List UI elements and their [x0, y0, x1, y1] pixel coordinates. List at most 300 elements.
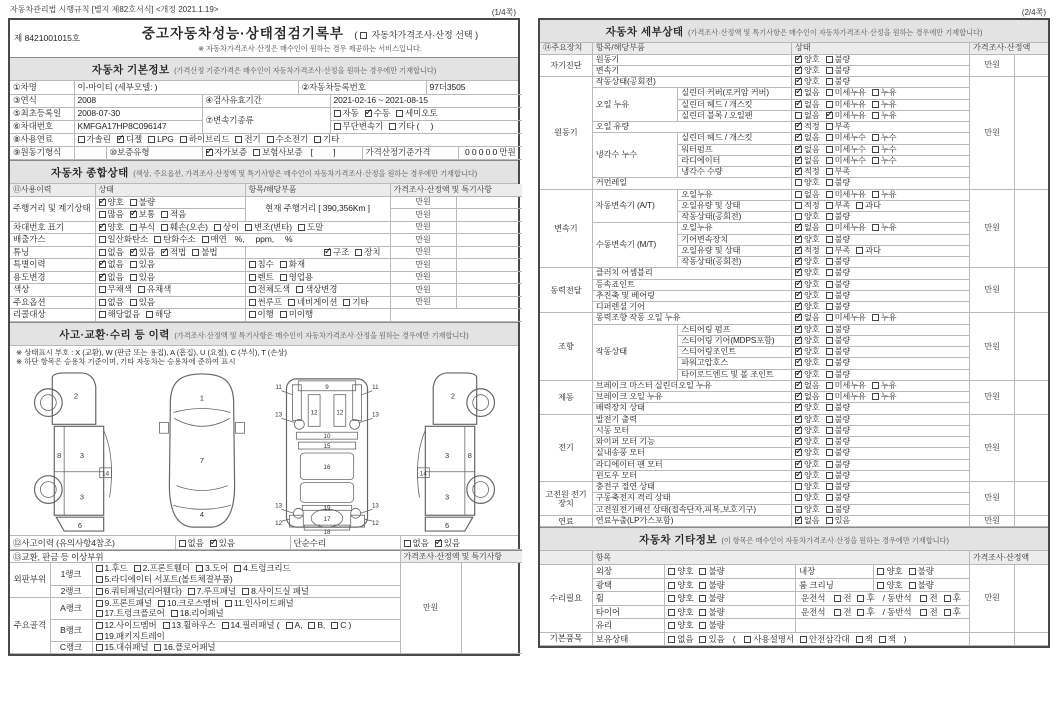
checkbox-option-부족[interactable]	[826, 246, 851, 256]
checked-checkbox-icon[interactable]	[795, 89, 802, 96]
unchecked-checkbox-icon[interactable]	[96, 600, 103, 607]
unchecked-checkbox-icon[interactable]	[154, 236, 161, 243]
checkbox-option-15.대쉬패널[interactable]	[96, 642, 149, 653]
checkbox-option-적법[interactable]	[161, 247, 186, 258]
checkbox-option-A,[interactable]	[286, 620, 303, 631]
checkbox-option-양호[interactable]	[795, 325, 820, 335]
checkbox-option-과다[interactable]	[856, 246, 881, 256]
unchecked-checkbox-icon[interactable]	[188, 588, 195, 595]
unchecked-checkbox-icon[interactable]	[872, 134, 879, 141]
unchecked-checkbox-icon[interactable]	[249, 261, 256, 268]
unchecked-checkbox-icon[interactable]	[249, 299, 256, 306]
checkbox-option-누수[interactable]	[872, 156, 897, 166]
checked-checkbox-icon[interactable]	[161, 249, 168, 256]
unchecked-checkbox-icon[interactable]	[134, 565, 141, 572]
unchecked-checkbox-icon[interactable]	[826, 269, 833, 276]
checked-checkbox-icon[interactable]	[795, 224, 802, 231]
checkbox-option-불량[interactable]	[826, 178, 851, 188]
checkbox-option-잭[interactable]	[856, 634, 873, 645]
unchecked-checkbox-icon[interactable]	[146, 311, 153, 318]
checkbox-option-적정[interactable]	[795, 246, 820, 256]
checked-checkbox-icon[interactable]	[795, 314, 802, 321]
checked-checkbox-icon[interactable]	[795, 303, 802, 310]
unchecked-checkbox-icon[interactable]	[795, 213, 802, 220]
unchecked-checkbox-icon[interactable]	[826, 134, 833, 141]
unchecked-checkbox-icon[interactable]	[826, 146, 833, 153]
checkbox-option-양호[interactable]	[795, 178, 820, 188]
unchecked-checkbox-icon[interactable]	[909, 582, 916, 589]
checked-checkbox-icon[interactable]	[130, 249, 137, 256]
unchecked-checkbox-icon[interactable]	[826, 213, 833, 220]
unchecked-checkbox-icon[interactable]	[130, 299, 137, 306]
unchecked-checkbox-icon[interactable]	[298, 224, 305, 231]
checked-checkbox-icon[interactable]	[795, 472, 802, 479]
unchecked-checkbox-icon[interactable]	[826, 326, 833, 333]
checkbox-option-하이브리드[interactable]	[180, 134, 230, 145]
unchecked-checkbox-icon[interactable]	[856, 636, 863, 643]
checkbox-option-없음[interactable]	[795, 190, 820, 200]
checkbox-option-보통[interactable]	[130, 209, 155, 220]
checkbox-option-불량[interactable]	[826, 370, 851, 380]
checkbox-option-C )[interactable]	[331, 620, 351, 631]
unchecked-checkbox-icon[interactable]	[148, 136, 155, 143]
unchecked-checkbox-icon[interactable]	[99, 249, 106, 256]
checked-checkbox-icon[interactable]	[795, 123, 802, 130]
checkbox-option-없음[interactable]	[795, 88, 820, 98]
checkbox-option-8.사이드실 패널[interactable]	[242, 586, 309, 597]
checkbox-option-상이[interactable]	[214, 222, 239, 233]
unchecked-checkbox-icon[interactable]	[872, 393, 879, 400]
unchecked-checkbox-icon[interactable]	[909, 568, 916, 575]
checkbox-option-화재[interactable]	[280, 259, 305, 270]
unchecked-checkbox-icon[interactable]	[857, 609, 864, 616]
unchecked-checkbox-icon[interactable]	[668, 622, 675, 629]
checkbox-option-18.리어패널[interactable]	[171, 608, 224, 619]
unchecked-checkbox-icon[interactable]	[920, 595, 927, 602]
checked-checkbox-icon[interactable]	[795, 247, 802, 254]
checkbox-option-누유[interactable]	[872, 381, 897, 391]
checkbox-option-있음[interactable]	[826, 516, 851, 526]
checkbox-option-미세누유[interactable]	[826, 381, 866, 391]
checkbox-option-불량[interactable]	[826, 482, 851, 492]
checkbox-option-양호[interactable]	[795, 426, 820, 436]
checkbox-option-후[interactable]	[857, 593, 874, 604]
unchecked-checkbox-icon[interactable]	[138, 286, 145, 293]
checkbox-option-없음[interactable]	[99, 259, 124, 270]
checkbox-option-양호[interactable]	[795, 482, 820, 492]
checkbox-option-기타[interactable]	[343, 297, 368, 308]
unchecked-checkbox-icon[interactable]	[872, 382, 879, 389]
unchecked-checkbox-icon[interactable]	[130, 274, 137, 281]
unchecked-checkbox-icon[interactable]	[288, 299, 295, 306]
checkbox-option-없음[interactable]	[795, 156, 820, 166]
checkbox-option-양호[interactable]	[795, 437, 820, 447]
checkbox-option-불량[interactable]	[826, 325, 851, 335]
unchecked-checkbox-icon[interactable]	[744, 636, 751, 643]
checkbox-option-불량[interactable]	[826, 493, 851, 503]
checkbox-option-LPG[interactable]	[148, 134, 174, 145]
checkbox-option-양호[interactable]	[795, 336, 820, 346]
checkbox-option-적정[interactable]	[795, 122, 820, 132]
checkbox-option-누유[interactable]	[872, 313, 897, 323]
checkbox-option-도말[interactable]	[298, 222, 323, 233]
checkbox-option-불량[interactable]	[826, 77, 851, 87]
checkbox-option-9.프론트패널[interactable]	[96, 598, 152, 609]
checked-checkbox-icon[interactable]	[795, 371, 802, 378]
checkbox-option-적정[interactable]	[795, 201, 820, 211]
unchecked-checkbox-icon[interactable]	[826, 371, 833, 378]
checkbox-option-불량[interactable]	[826, 415, 851, 425]
unchecked-checkbox-icon[interactable]	[826, 67, 833, 74]
checkbox-option-색상변경[interactable]	[296, 284, 337, 295]
checkbox-option-미세누유[interactable]	[826, 392, 866, 402]
checkbox-option-디젤[interactable]	[117, 134, 142, 145]
checked-checkbox-icon[interactable]	[795, 416, 802, 423]
checkbox-option-양호[interactable]	[877, 580, 902, 591]
unchecked-checkbox-icon[interactable]	[795, 494, 802, 501]
checked-checkbox-icon[interactable]	[365, 110, 372, 117]
checked-checkbox-icon[interactable]	[435, 540, 442, 547]
checkbox-option-침수[interactable]	[249, 259, 274, 270]
checkbox-option-불량[interactable]	[826, 448, 851, 458]
unchecked-checkbox-icon[interactable]	[826, 483, 833, 490]
checkbox-option-미세누유[interactable]	[826, 111, 866, 121]
checkbox-option-양호[interactable]	[668, 566, 693, 577]
unchecked-checkbox-icon[interactable]	[826, 157, 833, 164]
checkbox-option-불량[interactable]	[826, 55, 851, 65]
checkbox-option-부족[interactable]	[826, 122, 851, 132]
unchecked-checkbox-icon[interactable]	[826, 123, 833, 130]
unchecked-checkbox-icon[interactable]	[202, 236, 209, 243]
unchecked-checkbox-icon[interactable]	[826, 382, 833, 389]
checkbox-option-미세누수[interactable]	[826, 133, 866, 143]
unchecked-checkbox-icon[interactable]	[96, 633, 103, 640]
checkbox-option-유채색[interactable]	[138, 284, 171, 295]
checkbox-option-사용설명서[interactable]	[744, 634, 794, 645]
unchecked-checkbox-icon[interactable]	[795, 483, 802, 490]
checked-checkbox-icon[interactable]	[795, 236, 802, 243]
checkbox-option-미이행[interactable]	[280, 309, 313, 320]
unchecked-checkbox-icon[interactable]	[856, 202, 863, 209]
checkbox-option-후[interactable]	[944, 607, 961, 618]
checkbox-option-누유[interactable]	[872, 111, 897, 121]
checked-checkbox-icon[interactable]	[795, 258, 802, 265]
unchecked-checkbox-icon[interactable]	[225, 600, 232, 607]
checked-checkbox-icon[interactable]	[795, 67, 802, 74]
checkbox-option-없음[interactable]	[99, 297, 124, 308]
checkbox-option-렌트[interactable]	[249, 272, 274, 283]
checked-checkbox-icon[interactable]	[795, 337, 802, 344]
unchecked-checkbox-icon[interactable]	[249, 311, 256, 318]
unchecked-checkbox-icon[interactable]	[158, 600, 165, 607]
unchecked-checkbox-icon[interactable]	[331, 622, 338, 629]
checkbox-option-양호[interactable]	[668, 593, 693, 604]
checkbox-option-전[interactable]	[920, 593, 937, 604]
checkbox-option-가솔린[interactable]	[78, 134, 111, 145]
unchecked-checkbox-icon[interactable]	[355, 249, 362, 256]
unchecked-checkbox-icon[interactable]	[872, 224, 879, 231]
checkbox-option-11.인사이드패널[interactable]	[225, 598, 294, 609]
checkbox-option-전기[interactable]	[235, 134, 260, 145]
unchecked-checkbox-icon[interactable]	[163, 622, 170, 629]
checked-checkbox-icon[interactable]	[795, 404, 802, 411]
unchecked-checkbox-icon[interactable]	[99, 286, 106, 293]
checkbox-option-2.프론트휀더[interactable]	[134, 563, 190, 574]
checkbox-option-양호[interactable]	[795, 212, 820, 222]
checkbox-option-잭[interactable]	[879, 634, 896, 645]
checkbox-option-B,[interactable]	[308, 620, 325, 631]
unchecked-checkbox-icon[interactable]	[826, 427, 833, 434]
checked-checkbox-icon[interactable]	[795, 348, 802, 355]
unchecked-checkbox-icon[interactable]	[826, 247, 833, 254]
checkbox-option-양호[interactable]	[795, 370, 820, 380]
checkbox-option-썬루프[interactable]	[249, 297, 282, 308]
checkbox-option-없음[interactable]	[795, 111, 820, 121]
unchecked-checkbox-icon[interactable]	[267, 136, 274, 143]
unchecked-checkbox-icon[interactable]	[96, 644, 103, 651]
checkbox-option-전[interactable]	[920, 607, 937, 618]
checkbox-option-누수[interactable]	[872, 145, 897, 155]
checkbox-option-자동[interactable]	[334, 108, 359, 119]
unchecked-checkbox-icon[interactable]	[99, 311, 106, 318]
unchecked-checkbox-icon[interactable]	[234, 565, 241, 572]
unchecked-checkbox-icon[interactable]	[154, 644, 161, 651]
checkbox-option-없음[interactable]	[795, 381, 820, 391]
unchecked-checkbox-icon[interactable]	[826, 191, 833, 198]
unchecked-checkbox-icon[interactable]	[800, 636, 807, 643]
unchecked-checkbox-icon[interactable]	[857, 595, 864, 602]
unchecked-checkbox-icon[interactable]	[879, 636, 886, 643]
checkbox-option-불량[interactable]	[826, 280, 851, 290]
checkbox-option-7.루프패널[interactable]	[188, 586, 236, 597]
unchecked-checkbox-icon[interactable]	[699, 582, 706, 589]
checkbox-option-미세누유[interactable]	[826, 100, 866, 110]
unchecked-checkbox-icon[interactable]	[96, 622, 103, 629]
checked-checkbox-icon[interactable]	[795, 78, 802, 85]
unchecked-checkbox-icon[interactable]	[308, 622, 315, 629]
checkbox-option-10.크로스멤버[interactable]	[158, 598, 219, 609]
checkbox-option-양호[interactable]	[795, 460, 820, 470]
checked-checkbox-icon[interactable]	[795, 359, 802, 366]
checkbox-option-불량[interactable]	[699, 566, 724, 577]
checkbox-option-세미오토[interactable]	[396, 108, 437, 119]
checked-checkbox-icon[interactable]	[795, 517, 802, 524]
checkbox-option-구조[interactable]	[324, 247, 349, 258]
unchecked-checkbox-icon[interactable]	[795, 112, 802, 119]
checkbox-option-많음[interactable]	[99, 209, 124, 220]
checkbox-option-미세누수[interactable]	[826, 156, 866, 166]
checkbox-option-기타[interactable]	[314, 134, 339, 145]
checkbox-option-불량[interactable]	[130, 197, 155, 208]
checkbox-option-불량[interactable]	[826, 257, 851, 267]
unchecked-checkbox-icon[interactable]	[872, 101, 879, 108]
checkbox-option-불량[interactable]	[826, 235, 851, 245]
unchecked-checkbox-icon[interactable]	[872, 146, 879, 153]
checkbox-option-없음[interactable]	[404, 538, 429, 549]
checkbox-option-양호[interactable]	[795, 291, 820, 301]
checkbox-option-16.플로어패널[interactable]	[154, 642, 215, 653]
checked-checkbox-icon[interactable]	[795, 281, 802, 288]
checkbox-option-장치[interactable]	[355, 247, 380, 258]
checkbox-option-미세누유[interactable]	[826, 223, 866, 233]
unchecked-checkbox-icon[interactable]	[171, 610, 178, 617]
checkbox-option-양호[interactable]	[795, 55, 820, 65]
unchecked-checkbox-icon[interactable]	[130, 261, 137, 268]
checkbox-option-양호[interactable]	[795, 268, 820, 278]
checkbox-option-불량[interactable]	[699, 580, 724, 591]
checkbox-option-전체도색[interactable]	[249, 284, 290, 295]
unchecked-checkbox-icon[interactable]	[834, 609, 841, 616]
unchecked-checkbox-icon[interactable]	[872, 157, 879, 164]
unchecked-checkbox-icon[interactable]	[99, 299, 106, 306]
checkbox-option-없음[interactable]	[668, 634, 693, 645]
checkbox-option-누유[interactable]	[872, 100, 897, 110]
checkbox-option-부족[interactable]	[826, 201, 851, 211]
unchecked-checkbox-icon[interactable]	[699, 636, 706, 643]
unchecked-checkbox-icon[interactable]	[826, 348, 833, 355]
checked-checkbox-icon[interactable]	[795, 461, 802, 468]
checkbox-option-해당[interactable]	[146, 309, 171, 320]
checkbox-option-적음[interactable]	[161, 209, 186, 220]
checkbox-option-없음[interactable]	[99, 247, 124, 258]
checkbox-option-불량[interactable]	[909, 580, 934, 591]
checkbox-option-미세누유[interactable]	[826, 88, 866, 98]
checkbox-option-5.라디에이터 서포트(볼트체결부품)[interactable]	[96, 574, 233, 585]
checked-checkbox-icon[interactable]	[795, 134, 802, 141]
unchecked-checkbox-icon[interactable]	[314, 136, 321, 143]
unchecked-checkbox-icon[interactable]	[826, 202, 833, 209]
unchecked-checkbox-icon[interactable]	[161, 224, 168, 231]
checkbox-option-네비게이션[interactable]	[288, 297, 338, 308]
checkbox-option-불량[interactable]	[826, 268, 851, 278]
checked-checkbox-icon[interactable]	[99, 261, 106, 268]
checked-checkbox-icon[interactable]	[795, 427, 802, 434]
unchecked-checkbox-icon[interactable]	[668, 609, 675, 616]
checkbox-option-탄화수소[interactable]	[154, 234, 195, 245]
checkbox-option-양호[interactable]	[795, 77, 820, 87]
unchecked-checkbox-icon[interactable]	[235, 136, 242, 143]
unchecked-checkbox-icon[interactable]	[699, 595, 706, 602]
checked-checkbox-icon[interactable]	[117, 136, 124, 143]
unchecked-checkbox-icon[interactable]	[286, 622, 293, 629]
checked-checkbox-icon[interactable]	[324, 249, 331, 256]
checked-checkbox-icon[interactable]	[795, 382, 802, 389]
checkbox-option-있음[interactable]	[130, 297, 155, 308]
unchecked-checkbox-icon[interactable]	[826, 179, 833, 186]
unchecked-checkbox-icon[interactable]	[826, 292, 833, 299]
unchecked-checkbox-icon[interactable]	[245, 224, 252, 231]
checkbox-option-후[interactable]	[857, 607, 874, 618]
checkbox-option-이행[interactable]	[249, 309, 274, 320]
unchecked-checkbox-icon[interactable]	[826, 506, 833, 513]
checked-checkbox-icon[interactable]	[795, 101, 802, 108]
checkbox-option-양호[interactable]	[795, 415, 820, 425]
unchecked-checkbox-icon[interactable]	[396, 110, 403, 117]
checkbox-option-양호[interactable]	[795, 302, 820, 312]
unchecked-checkbox-icon[interactable]	[249, 286, 256, 293]
unchecked-checkbox-icon[interactable]	[130, 199, 137, 206]
unchecked-checkbox-icon[interactable]	[795, 179, 802, 186]
checked-checkbox-icon[interactable]	[795, 269, 802, 276]
checkbox-option-14.필러패널 ([interactable]	[222, 620, 280, 631]
checkbox-option-후[interactable]	[944, 593, 961, 604]
unchecked-checkbox-icon[interactable]	[826, 494, 833, 501]
unchecked-checkbox-icon[interactable]	[826, 472, 833, 479]
checkbox-option-과다[interactable]	[856, 201, 881, 211]
checkbox-option-있음[interactable]	[699, 634, 724, 645]
checkbox-option-양호[interactable]	[795, 257, 820, 267]
checkbox-option-불량[interactable]	[826, 302, 851, 312]
checkbox-option-불량[interactable]	[699, 620, 724, 631]
checkbox-option-누유[interactable]	[872, 392, 897, 402]
checkbox-option-불량[interactable]	[826, 66, 851, 76]
checkbox-option-13.휠하우스[interactable]	[163, 620, 216, 631]
checkbox-option-해당없음[interactable]	[99, 309, 140, 320]
checkbox-option-양호[interactable]	[877, 566, 902, 577]
checkbox-option-없음[interactable]	[795, 133, 820, 143]
checked-checkbox-icon[interactable]	[795, 292, 802, 299]
checkbox-option-4.트렁크리드[interactable]	[234, 563, 290, 574]
unchecked-checkbox-icon[interactable]	[826, 449, 833, 456]
checkbox-option-없음[interactable]	[179, 538, 204, 549]
checkbox-option-양호[interactable]	[668, 607, 693, 618]
unchecked-checkbox-icon[interactable]	[826, 89, 833, 96]
checked-checkbox-icon[interactable]	[795, 168, 802, 175]
unchecked-checkbox-icon[interactable]	[179, 540, 186, 547]
unchecked-checkbox-icon[interactable]	[99, 236, 106, 243]
checkbox-option-불량[interactable]	[699, 607, 724, 618]
unchecked-checkbox-icon[interactable]	[668, 568, 675, 575]
unchecked-checkbox-icon[interactable]	[826, 258, 833, 265]
checkbox-option-불량[interactable]	[826, 403, 851, 413]
checkbox-option-없음[interactable]	[795, 145, 820, 155]
checkbox-option-누수[interactable]	[872, 133, 897, 143]
unchecked-checkbox-icon[interactable]	[826, 236, 833, 243]
checkbox-option-무단변속기[interactable]	[334, 121, 384, 132]
unchecked-checkbox-icon[interactable]	[242, 588, 249, 595]
checkbox-option-6.쿼터패널(리어휀다)[interactable]	[96, 586, 182, 597]
checked-checkbox-icon[interactable]	[795, 326, 802, 333]
checked-checkbox-icon[interactable]	[99, 224, 106, 231]
checkbox-option-자가보증[interactable]	[206, 147, 247, 158]
checkbox-option-불량[interactable]	[826, 358, 851, 368]
unchecked-checkbox-icon[interactable]	[795, 191, 802, 198]
checked-checkbox-icon[interactable]	[795, 157, 802, 164]
checked-checkbox-icon[interactable]	[206, 149, 213, 156]
checkbox-option-없음[interactable]	[795, 516, 820, 526]
checkbox-option-수동[interactable]	[365, 108, 390, 119]
checked-checkbox-icon[interactable]	[795, 438, 802, 445]
checkbox-option-없음[interactable]	[795, 100, 820, 110]
checkbox-option-적정[interactable]	[795, 167, 820, 177]
checkbox-option-불량[interactable]	[826, 460, 851, 470]
checkbox-option-불량[interactable]	[826, 437, 851, 447]
checked-checkbox-icon[interactable]	[99, 199, 106, 206]
checkbox-option-양호[interactable]	[795, 66, 820, 76]
checked-checkbox-icon[interactable]	[210, 540, 217, 547]
unchecked-checkbox-icon[interactable]	[253, 149, 260, 156]
unchecked-checkbox-icon[interactable]	[196, 565, 203, 572]
unchecked-checkbox-icon[interactable]	[826, 78, 833, 85]
checkbox-option-양호[interactable]	[795, 403, 820, 413]
checkbox-option-보험사보증[interactable]	[253, 147, 303, 158]
unchecked-checkbox-icon[interactable]	[192, 249, 199, 256]
unchecked-checkbox-icon[interactable]	[334, 123, 341, 130]
checkbox-option-양호[interactable]	[795, 505, 820, 515]
checkbox-option-12.사이드멤버[interactable]	[96, 620, 157, 631]
checkbox-option-무채색[interactable]	[99, 284, 132, 295]
unchecked-checkbox-icon[interactable]	[826, 404, 833, 411]
